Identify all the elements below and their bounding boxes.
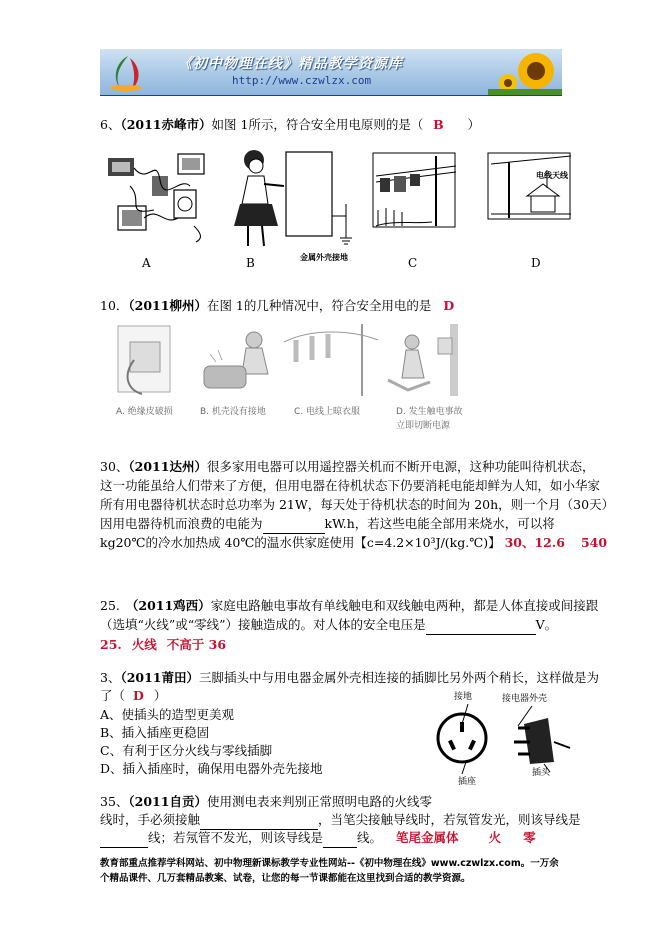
question-source: （2011自贡）	[128, 794, 207, 809]
question-text: kg20℃的冷水加热成 40℃的温水供家庭使用【c=4.2×10³J/(kg.℃)】	[100, 535, 501, 550]
figure-6a-appliances	[104, 146, 214, 250]
question-text: 在图 1的几种情况中，符合安全用电的是	[206, 298, 432, 313]
answer-2: 540	[580, 535, 608, 550]
question-35-line3	[100, 828, 536, 848]
question-number: 30、	[100, 459, 129, 474]
figure-10-caption-d2: 立即切断电源	[396, 421, 451, 431]
figure-label-a: A	[142, 256, 151, 270]
question-text: 线。	[357, 830, 383, 845]
question-text: 使用测电表来判别正常照明电路的火线零	[206, 794, 432, 809]
answer-2: 不高于 36	[166, 637, 227, 652]
figure-6d-antenna-near-wire	[487, 152, 571, 220]
header-rule	[100, 95, 562, 96]
footer-line-2: 个精品课件、几万套精品教案、试卷，让您的每一节课都能在这里找到合适的教学资源。	[100, 873, 471, 884]
blank-energy[interactable]	[263, 514, 325, 534]
figure-3-label-case: 接电器外壳	[502, 694, 548, 704]
figure-10-caption-b: B. 机壳没有接地	[200, 407, 266, 417]
question-text: 因用电器待机而浪费的电能为	[100, 516, 263, 531]
blank-wire-2[interactable]	[323, 828, 357, 848]
figure-3-label-ground: 接地	[454, 692, 473, 702]
answer-1: 火线	[131, 637, 157, 652]
question-text: （选填“火线”或“零线”）接触造成的。对人体的安全电压是	[100, 617, 426, 632]
figure-label-d: D	[531, 256, 541, 270]
question-35-line2	[100, 810, 581, 830]
figure-label-b: B	[246, 256, 255, 270]
blank-wire-1[interactable]	[100, 828, 148, 848]
option-c: C、有利于区分火线与零线插脚	[100, 743, 273, 758]
figure-6b-caption: 金属外壳接地	[300, 253, 348, 262]
question-35-line1	[100, 792, 432, 811]
figure-6b-grounded-appliance	[234, 146, 358, 258]
question-source: （2011莆田）	[120, 670, 199, 685]
figure-label-c: C	[408, 256, 418, 270]
header-banner	[100, 49, 562, 95]
question-number: 3、	[100, 670, 121, 685]
question-text: kW.h，若这些电能全部用来烧水，可以将	[324, 516, 555, 531]
question-30-line4	[100, 514, 555, 534]
option-b: B、插入插座更稳固	[100, 725, 210, 740]
question-source: （2011赤峰市）	[120, 117, 212, 132]
answer-1: 30、12.6	[504, 535, 565, 550]
question-text: 家庭电路触电事故有单线触电和双线触电两种，都是人体直接或间接跟	[210, 598, 599, 613]
question-source: （2011达州）	[128, 459, 207, 474]
figure-6c-clothes-on-wire	[372, 152, 456, 228]
figure-6d-caption: 电线天线	[536, 171, 568, 180]
question-text: V。	[535, 617, 558, 632]
question-3-line1	[100, 668, 599, 687]
figure-10-caption-d: D. 发生触电事故	[396, 407, 463, 417]
sunflower-icon	[488, 49, 562, 95]
question-10	[100, 296, 454, 315]
answer-2: 火	[488, 830, 502, 845]
logo-icon	[106, 52, 150, 92]
figure-10-caption-a: A. 绝缘皮破损	[116, 407, 173, 417]
figure-3-label-socket: 插座	[458, 777, 477, 787]
answer-number: 25.	[100, 637, 122, 652]
question-text: 线；若氖管不发光，则该导线是	[148, 830, 324, 845]
question-text: 三脚插头中与用电器金属外壳相连接的插脚比另外两个稍长，这样做是为	[199, 670, 600, 685]
question-30-line3: 所有用电器待机状态时总功率为 21W，每天处于待机状态的时间为 20h，则一个月（30天）	[100, 497, 615, 512]
question-30-line1	[100, 457, 594, 476]
answer: B	[433, 117, 444, 132]
question-number: 10．	[100, 298, 129, 313]
option-a: A、使插头的造型更美观	[100, 707, 235, 722]
question-30-line2: 这一功能虽给人们带来了方便，但用电器在待机状态下仍要消耗电能却鲜为人知，如小华家	[100, 478, 601, 493]
banner-url[interactable]: http://www.czwlzx.com	[232, 74, 372, 87]
option-d: D、插入插座时，确保用电器外壳先接地	[100, 761, 323, 776]
footer-line-1: 教育部重点推荐学科网站、初中物理新课标教学专业性网站--《初中物理在线》www.czwlzx.com。一万余	[100, 858, 559, 869]
question-text: ）	[153, 688, 167, 703]
blank-safe-voltage[interactable]	[426, 615, 536, 635]
figure-10-scenarios	[112, 320, 472, 402]
question-text: 很多家用电器可以用遥控器关机而不断开电源，这种功能叫待机状态，	[206, 459, 595, 474]
question-text: 如图 1所示，符合安全用电原则的是（	[211, 117, 424, 132]
question-25-answers	[100, 635, 226, 654]
question-text: 线时，手必须接触	[100, 812, 201, 827]
question-3-line2	[100, 686, 166, 705]
answer: D	[133, 688, 144, 703]
question-25-line1	[100, 596, 598, 615]
answer-3: 零	[523, 830, 536, 845]
answer-1: 笔尾金属体	[396, 830, 459, 845]
question-25-line2	[100, 615, 557, 635]
question-number: 35、	[100, 794, 129, 809]
question-text: ，当笔尖接触导线时，若氖管发光，则该导线是	[318, 812, 581, 827]
question-source: （2011鸡西）	[125, 598, 211, 613]
question-text: 了（	[100, 688, 126, 703]
question-30-line5	[100, 533, 607, 552]
figure-3-label-plug: 插头	[532, 768, 551, 778]
question-source: （2011柳州）	[128, 298, 207, 313]
question-number: 25.	[100, 598, 120, 613]
blank-contact[interactable]	[200, 810, 318, 830]
question-6	[100, 115, 480, 134]
answer: D	[443, 298, 455, 313]
question-text-close: ）	[467, 117, 480, 132]
question-number: 6、	[100, 117, 121, 132]
banner-title: 《初中物理在线》精品教学资源库	[178, 56, 403, 72]
figure-10-caption-c: C. 电线上晾衣服	[294, 407, 361, 417]
